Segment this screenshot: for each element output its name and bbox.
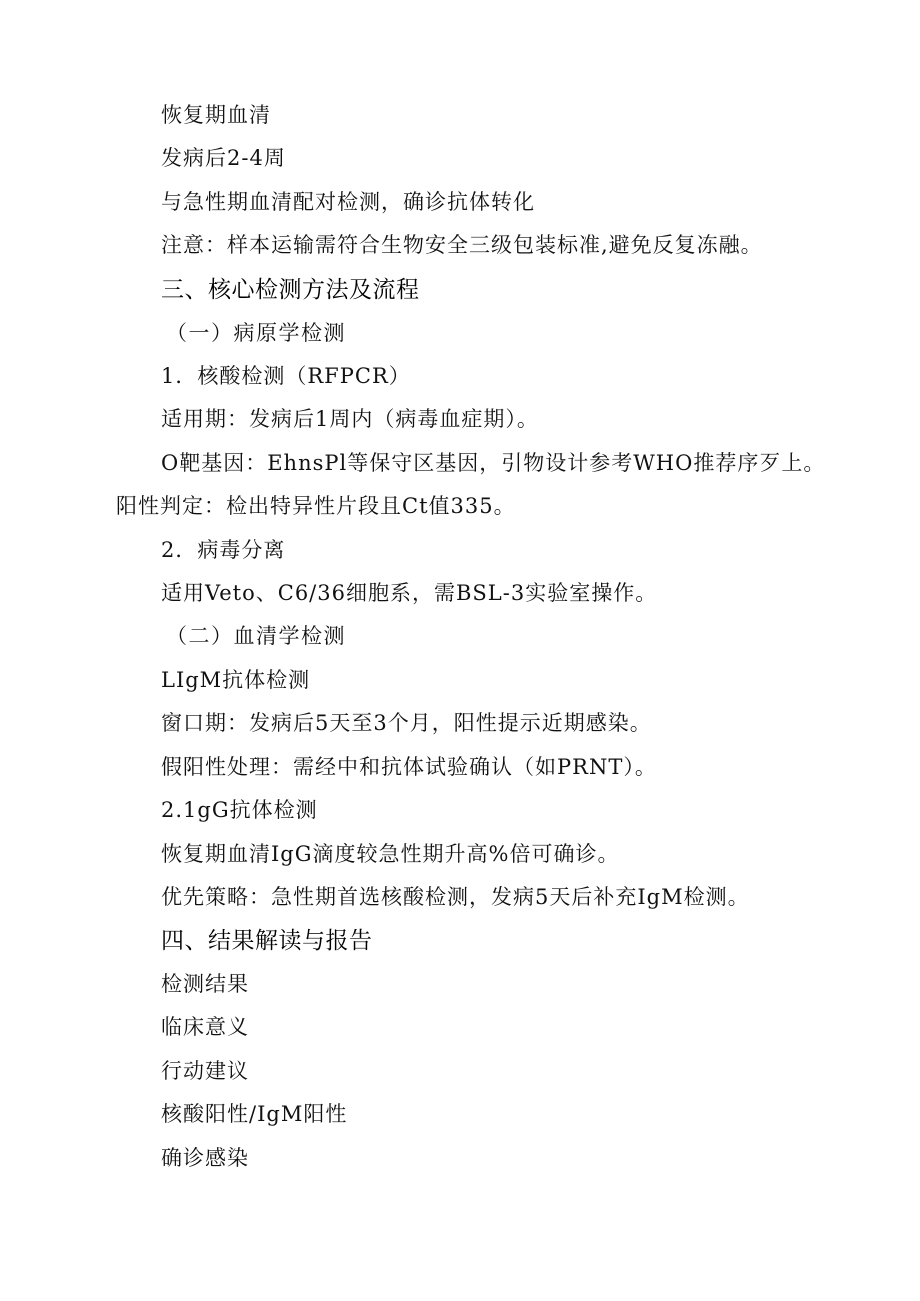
text-line-clinical-significance: 临床意义 xyxy=(161,1015,249,1039)
text-line-applicable-period: 适用期：发病后1周内（病毒血症期）。 xyxy=(161,407,539,431)
subsection-heading-pathogen: （一）病原学检测 xyxy=(166,321,346,345)
subsection-heading-serology: （二）血清学检测 xyxy=(166,624,346,648)
text-line-target-gene: O靶基因：EhnsPl等保守区基因，引物设计参考WHO推荐序歹上。 xyxy=(161,451,826,475)
text-line-transport-note: 注意：样本运输需符合生物安全三级包装标准,避免反复冻融。 xyxy=(161,233,763,257)
text-line-test-result: 检测结果 xyxy=(161,972,249,996)
text-line-action-advice: 行动建议 xyxy=(161,1059,249,1083)
section-heading-results: 四、结果解读与报告 xyxy=(161,928,373,954)
text-line-priority-strategy: 优先策略：急性期首选核酸检测，发病5天后补充IgM检测。 xyxy=(161,885,750,909)
text-line-false-positive: 假阳性处理：需经中和抗体试验确认（如PRNT）。 xyxy=(161,755,657,779)
item-heading-igg: 2.1gG抗体检测 xyxy=(161,798,318,822)
text-line-onset-weeks: 发病后2-4周 xyxy=(161,146,286,170)
text-line-positive-criteria: 阳性判定：检出特异性片段且Ct值335。 xyxy=(116,494,516,518)
text-line-recovery-serum: 恢复期血清 xyxy=(161,103,271,127)
text-line-igg-titer: 恢复期血清IgG滴度较急性期升高%倍可确诊。 xyxy=(161,842,620,866)
item-heading-igm: LIgM抗体检测 xyxy=(161,668,311,692)
text-line-paired-testing: 与急性期血清配对检测，确诊抗体转化 xyxy=(161,190,535,214)
text-line-window-period: 窗口期：发病后5天至3个月，阳性提示近期感染。 xyxy=(161,711,652,735)
item-heading-nucleic-acid: 1．核酸检测（RFPCR） xyxy=(161,364,411,388)
text-line-nucleic-igm-positive: 核酸阳性/IgM阳性 xyxy=(161,1102,348,1126)
item-heading-virus-isolation: 2．病毒分离 xyxy=(161,538,286,562)
text-line-cell-lines: 适用Veto、C6/36细胞系，需BSL-3实验室操作。 xyxy=(161,581,658,605)
section-heading-methods: 三、核心检测方法及流程 xyxy=(161,277,420,303)
text-line-confirmed-infection: 确诊感染 xyxy=(161,1146,249,1170)
